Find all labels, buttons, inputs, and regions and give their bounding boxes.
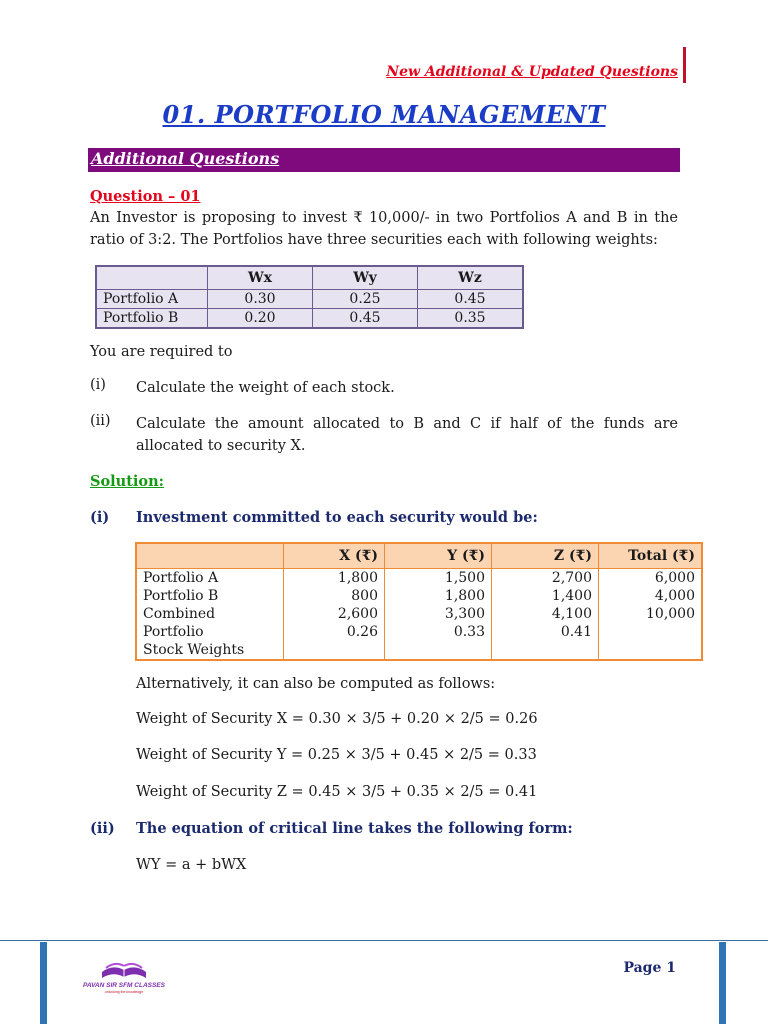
value-cell: 4,100 <box>551 606 592 622</box>
value-cell: 4,000 <box>654 588 695 604</box>
weights-header-row <box>96 266 523 290</box>
part-heading: The equation of critical line takes the following form: <box>136 820 573 837</box>
investment-table <box>135 542 703 661</box>
weights-row <box>96 290 523 309</box>
book-logo-icon <box>82 956 166 994</box>
value-cell: 10,000 <box>646 606 695 622</box>
value-cell: 0.41 <box>560 624 592 640</box>
x-column <box>284 569 385 661</box>
weights-row <box>96 309 523 329</box>
part-number: (i) <box>90 509 110 526</box>
equation-z: Weight of Security Z = 0.45 × 3/5 + 0.35 × 2/5 = 0.41 <box>136 784 538 800</box>
weights-cell: 0.20 <box>208 309 313 329</box>
logo-tagline: unlocking the knowledge <box>104 990 144 994</box>
row-label: Stock Weights <box>143 642 245 658</box>
critical-line-formula: WY = a + bWX <box>136 857 247 873</box>
item-number: (ii) <box>90 413 111 429</box>
y-column <box>385 569 492 661</box>
value-cell: 0.33 <box>453 624 485 640</box>
weights-table <box>95 265 524 329</box>
weights-cell: Portfolio A <box>96 290 208 309</box>
investment-header-cell <box>136 543 284 569</box>
brand-logo <box>82 956 166 994</box>
weights-header-cell <box>96 266 208 290</box>
z-column <box>492 569 599 661</box>
question-label: Question – 01 <box>90 188 201 205</box>
value-cell: 1,500 <box>444 570 485 586</box>
row-label: Combined <box>143 606 216 622</box>
value-cell: 3,300 <box>444 606 485 622</box>
value-cell: 2,700 <box>551 570 592 586</box>
solution-label: Solution: <box>90 473 164 490</box>
investment-body-row <box>136 569 702 661</box>
header-divider <box>683 47 686 83</box>
row-label: Portfolio A <box>143 570 219 586</box>
part-number: (ii) <box>90 820 115 837</box>
value-cell: 0.26 <box>346 624 378 640</box>
equation-x: Weight of Security X = 0.30 × 3/5 + 0.20 × 2/5 = 0.26 <box>136 711 538 727</box>
investment-header-cell: Total (₹) <box>599 543 703 569</box>
footer-right-bar <box>719 942 726 1024</box>
logo-text: PAVAN SIR SFM CLASSES <box>83 982 165 989</box>
section-banner <box>88 148 680 172</box>
weights-cell: 0.45 <box>313 309 418 329</box>
page-title: 01. PORTFOLIO MANAGEMENT <box>162 100 606 129</box>
value-cell: 1,800 <box>444 588 485 604</box>
header-tag: New Additional & Updated Questions <box>386 64 678 80</box>
investment-header-cell: X (₹) <box>284 543 385 569</box>
value-cell: 6,000 <box>654 570 695 586</box>
weights-cell: 0.45 <box>418 290 524 309</box>
row-label: Portfolio <box>143 624 204 640</box>
investment-header-row <box>136 543 702 569</box>
row-label: Portfolio B <box>143 588 219 604</box>
item-text: Calculate the amount allocated to B and C if half of the funds are allocated to security X. <box>136 416 678 454</box>
page-number: Page 1 <box>623 960 676 976</box>
value-cell: 2,600 <box>337 606 378 622</box>
row-labels-cell <box>136 569 284 661</box>
footer-divider <box>0 940 768 941</box>
weights-header-cell: Wx <box>208 266 313 290</box>
footer-left-bar <box>40 942 47 1024</box>
weights-cell: 0.35 <box>418 309 524 329</box>
section-title: Additional Questions <box>91 149 280 168</box>
question-text: An Investor is proposing to invest ₹ 10,000/- in two Portfolios A and B in the ratio of 3:2. The Portfolios have three securities each with following weights: <box>90 210 678 248</box>
part-heading: Investment committed to each security would be: <box>136 509 538 526</box>
equation-y: Weight of Security Y = 0.25 × 3/5 + 0.45 × 2/5 = 0.33 <box>136 747 537 763</box>
item-number: (i) <box>90 377 106 393</box>
weights-header-cell: Wy <box>313 266 418 290</box>
value-cell: 1,400 <box>551 588 592 604</box>
weights-cell: 0.30 <box>208 290 313 309</box>
required-intro: You are required to <box>90 344 233 360</box>
value-cell: 1,800 <box>337 570 378 586</box>
investment-header-cell: Z (₹) <box>492 543 599 569</box>
weights-cell: 0.25 <box>313 290 418 309</box>
weights-cell: Portfolio B <box>96 309 208 329</box>
total-column <box>599 569 703 661</box>
alternative-intro: Alternatively, it can also be computed as follows: <box>136 676 496 692</box>
investment-header-cell: Y (₹) <box>385 543 492 569</box>
weights-header-cell: Wz <box>418 266 524 290</box>
value-cell: 800 <box>351 588 378 604</box>
item-text: Calculate the weight of each stock. <box>136 380 395 396</box>
